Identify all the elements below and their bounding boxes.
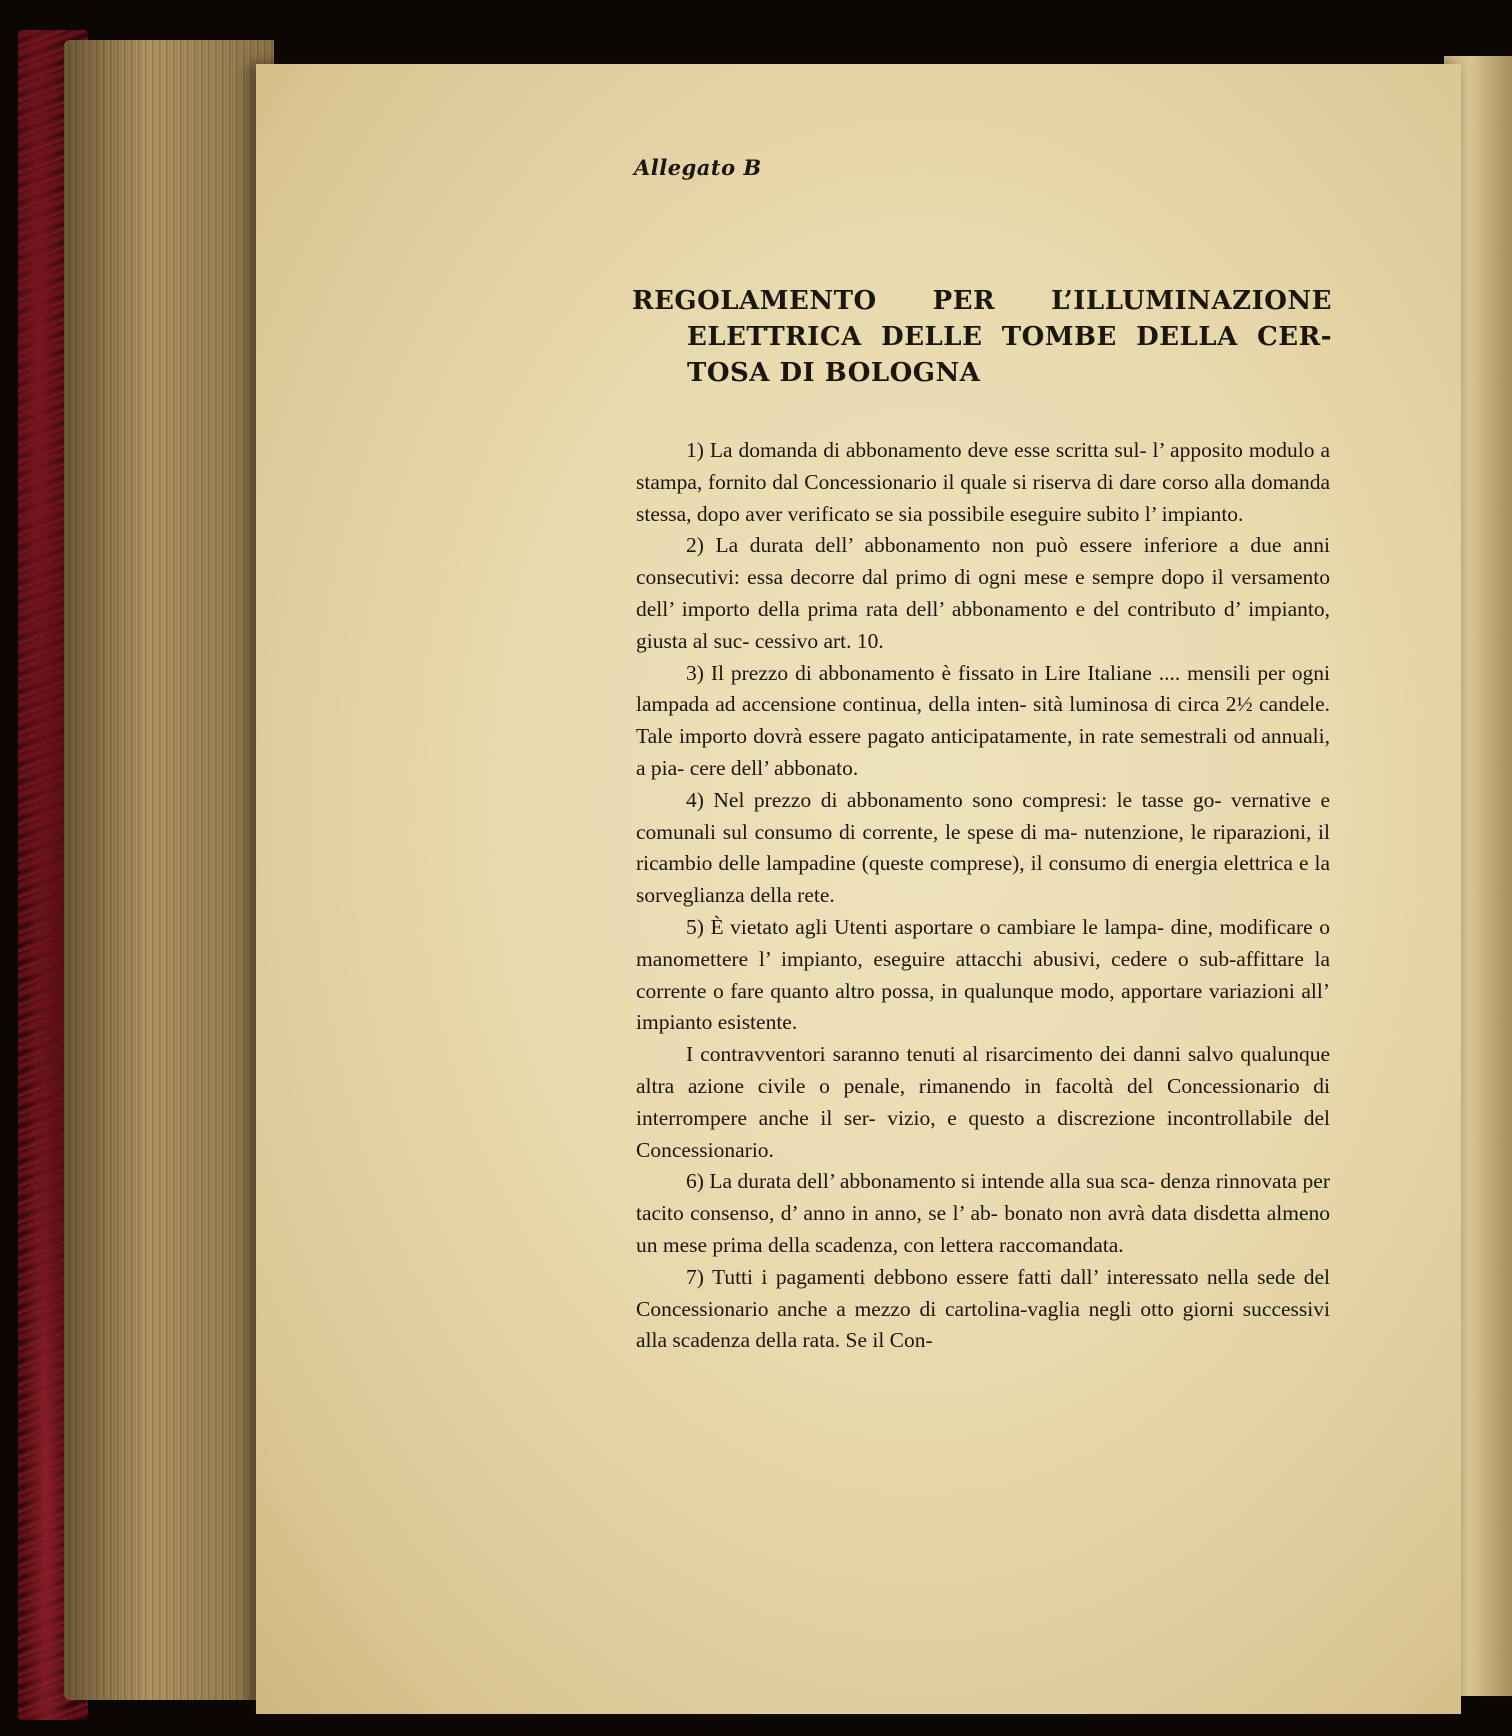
article-paragraph: 3) Il prezzo di abbonamento è fissato in Lire Italiane .... mensili per ogni lampada ad accensione continua, della inten- sità luminosa di circa 2½ candele. Tale importo dovrà essere pagato anticipatamente, in rate semestrali od annuali, a pia- cere dell’ abbonato.	[636, 660, 1330, 780]
page-edges-shadow	[64, 40, 274, 1700]
facing-page-shadow	[1456, 50, 1512, 1700]
title-line: REGOLAMENTO PER L’ILLUMINAZIONE	[632, 286, 1332, 316]
article-paragraph: 5) È vietato agli Utenti asportare o cambiare le lampa- dine, modificare o manomettere l’ impianto, eseguire attacchi abusivi, cedere o sub-affittare la corrente o fare quanto altro possa, in qualunque modo, apportare variazioni all’ impianto esistente.	[636, 914, 1330, 1035]
article-paragraph: 7) Tutti i pagamenti debbono essere fatti dall’ interessato nella sede del Concessionario anche a mezzo di cartolina-vaglia negli otto giorni successivi alla scadenza della rata. Se il Con-	[636, 1264, 1330, 1353]
article-paragraph: I contravventori saranno tenuti al risarcimento dei danni salvo qualunque altra azione civile o penale, rimanendo in facoltà del Concessionario di interrompere anche il ser- vizio, e questo a discrezione incontrollabile del Concessionario.	[636, 1042, 1330, 1162]
article-paragraph: 1) La domanda di abbonamento deve esse scritta sul- l’ apposito modulo a stampa, fornito dal Concessionario il quale si riserva di dare corso alla domanda stessa, dopo aver verificato se sia possibile eseguire subito l’ impianto.	[636, 438, 1330, 526]
annex-label: Allegato B	[634, 155, 762, 180]
document-title	[632, 283, 1332, 391]
regulation-body	[636, 435, 1330, 1357]
article-paragraph: 2) La durata dell’ abbonamento non può essere inferiore a due anni consecutivi: essa decorre dal primo di ogni mese e sempre dopo il versamento dell’ importo della prima rata dell’ abbonamento e del contributo d’ impianto, giusta al suc- cessivo art. 10.	[636, 533, 1330, 653]
title-line: TOSA DI BOLOGNA	[687, 358, 981, 388]
article-paragraph: 4) Nel prezzo di abbonamento sono compresi: le tasse go- vernative e comunali sul consumo di corrente, le spese di ma- nutenzione, le riparazioni, il ricambio delle lampadine (queste comprese), il consumo di energia elettrica e la sorveglianza della rete.	[636, 787, 1330, 908]
article-paragraph: 6) La durata dell’ abbonamento si intende alla sua sca- denza rinnovata per tacito consenso, d’ anno in anno, se l’ ab- bonato non avrà data disdetta almeno un mese prima della scadenza, con lettera raccomandata.	[636, 1169, 1330, 1257]
title-line: ELETTRICA DELLE TOMBE DELLA CER-	[687, 322, 1332, 352]
